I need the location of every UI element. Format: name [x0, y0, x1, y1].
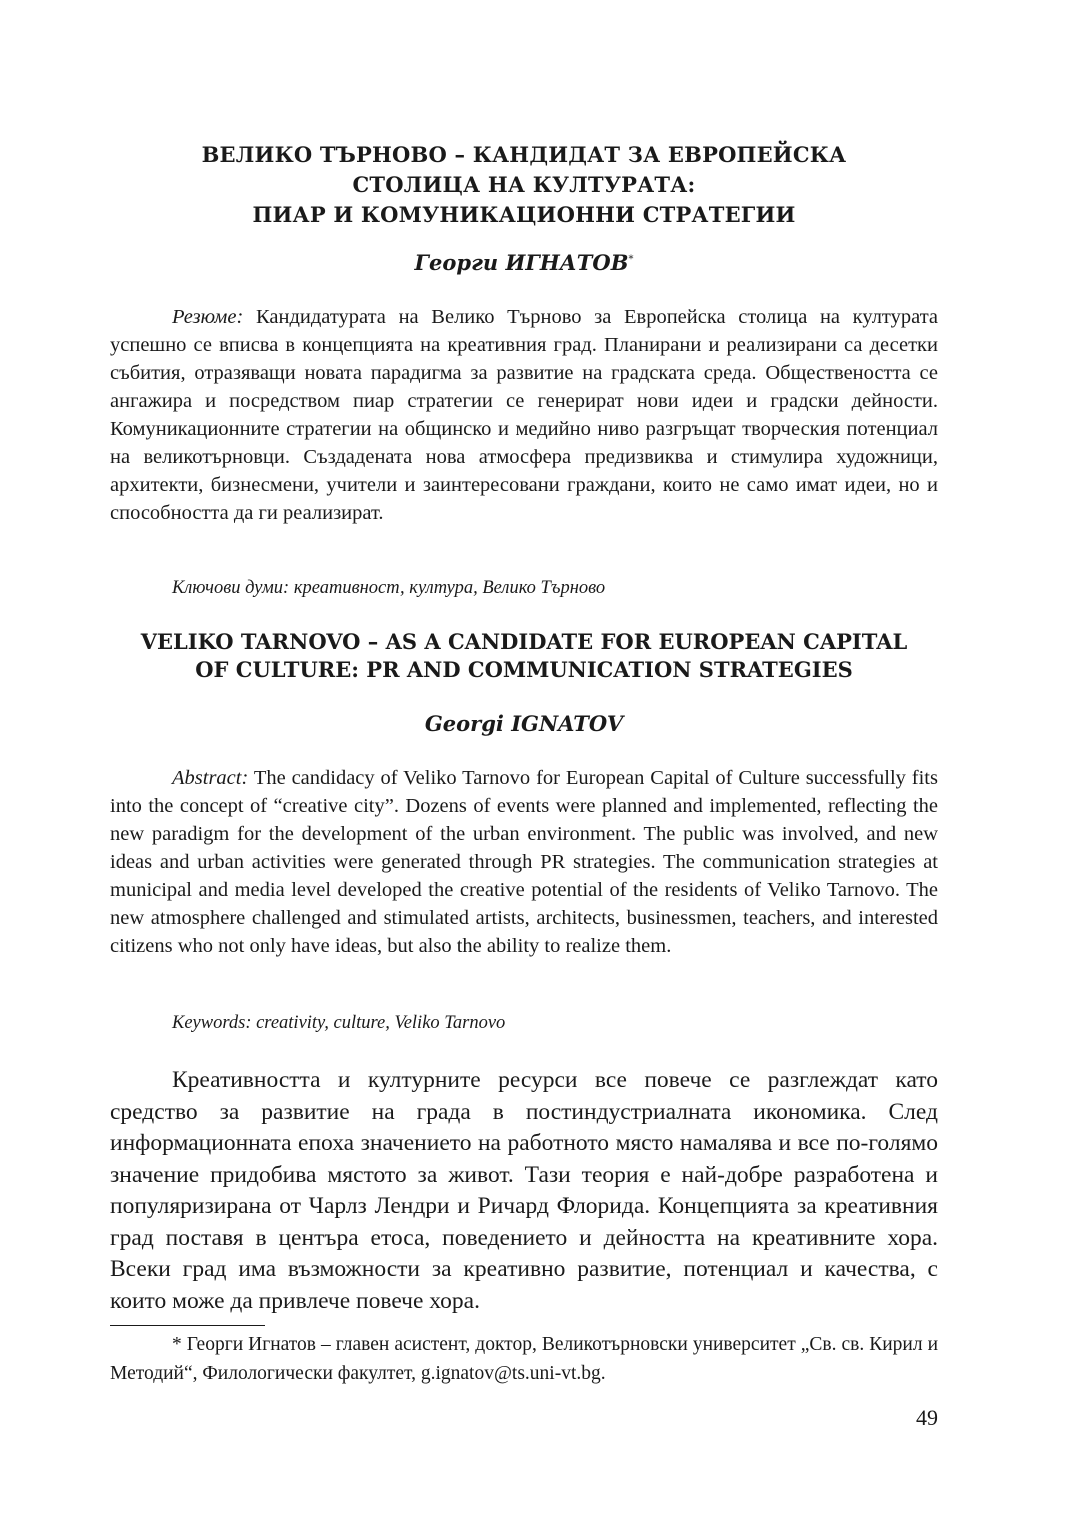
bulgarian-title: [110, 140, 938, 230]
english-abstract: [110, 764, 938, 960]
english-title-line: VELIKO TARNOVO – AS A CANDIDATE FOR EUROPEAN CAPITAL: [140, 629, 908, 654]
page-number: 49: [916, 1405, 938, 1430]
abstract-text: Кандидатурата на Велико Търново за Европейска столица на културата успешно се вписва в концепцията на креативния град. Планирани и реализирани са десетки събития, отразяващи новата парадигма за развитие на градската среда. Обществеността се ангажира и посредством пиар стратегии се генерират нови идеи и градски дейности. Комуникационните стратегии на общинско и медийно ниво разгръщат творческия потенциал на великотърновци. Създадената нова атмосфера предизвиква и стимулира художници, архитекти, бизнесмени, учители и заинтересовани граждани, които не само имат идеи, но и способността да ги реализират.: [110, 306, 938, 524]
bulgarian-author: [110, 246, 938, 277]
bulgarian-keywords: Ключови думи: креативност, култура, Велико Търново: [172, 578, 606, 598]
english-keywords: Keywords: creativity, culture, Veliko Tarnovo: [172, 1013, 506, 1033]
abstract-label: Резюме:: [172, 306, 244, 328]
english-author: Georgi IGNATOV: [424, 711, 624, 736]
footnote-marker: *: [628, 254, 634, 265]
abstract-text: The candidacy of Veliko Tarnovo for European Capital of Culture successfully fits into the concept of “creative city”. Dozens of events were planned and implemented, reflecting the new paradigm for the development of the urban environment. The public was involved, and new ideas and urban activities were generated through PR strategies. The communication strategies at municipal and media level developed the creative potential of the residents of Veliko Tarnovo. The new atmosphere challenged and stimulated artists, architects, businessmen, teachers, and interested citizens who not only have ideas, but also the ability to realize them.: [110, 767, 938, 957]
paper-page: [110, 0, 938, 1534]
bulgarian-title-line: ВЕЛИКО ТЪРНОВО – КАНДИДАТ ЗА ЕВРОПЕЙСКА: [201, 142, 847, 167]
body-paragraph: Креативността и културните ресурси все повече се разглеждат като средство за развитие на града в постиндустриалната икономика. След информационната епоха значението на работното място намалява и все по-голямо значение придобива мястото за живот. Тази теория е най-добре разработена и популяризирана от Чарлз Лендри и Ричард Флорида. Концепцията за креативния град поставя в центъра етоса, поведението и дейността на креативните хора. Всеки град има възможности за креативно развитие, потенциал и качества, с които може да привлече повече хора.: [110, 1067, 938, 1314]
bulgarian-title-line: ПИАР И КОМУНИКАЦИОННИ СТРАТЕГИИ: [252, 202, 796, 227]
bulgarian-title-line: СТОЛИЦА НА КУЛТУРАТА:: [352, 172, 696, 197]
footnote-rule: [110, 1325, 265, 1326]
abstract-label: Abstract:: [172, 767, 249, 789]
english-title-line: OF CULTURE: PR AND COMMUNICATION STRATEGIES: [195, 657, 853, 682]
footnote: * Георги Игнатов – главен асистент, доктор, Великотърновски университет „Св. св. Кирил и Методий“, Филологически факултет, g.ignatov@ts.uni-vt.bg.: [110, 1334, 938, 1384]
bulgarian-abstract: [110, 303, 938, 527]
author-name: Георги ИГНАТОВ: [414, 250, 629, 275]
english-title: [110, 628, 938, 684]
